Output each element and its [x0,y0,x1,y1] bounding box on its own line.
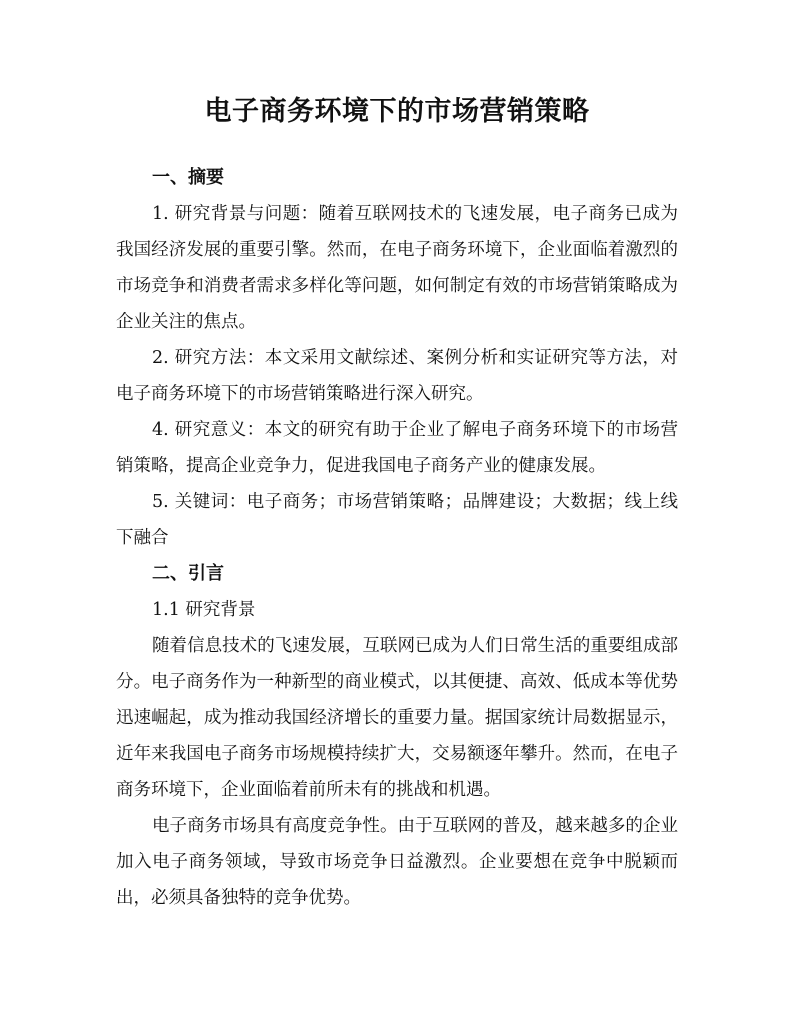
document-title: 电子商务环境下的市场营销策略 [204,96,590,127]
abstract-paragraph-method: 2. 研究方法：本文采用文献综述、案例分析和实证研究等方法，对电子商务环境下的市场营销策略进行深入研究。 [116,348,678,404]
abstract-paragraph-background: 1. 研究背景与问题：随着互联网技术的飞速发展，电子商务已成为我国经济发展的重要引擎。然而，在电子商务环境下，企业面临着激烈的市场竞争和消费者需求多样化等问题，如何制定有效的市场营销策略成为企业关注的焦点。 [116,204,678,332]
intro-heading: 二、引言 [152,563,224,584]
abstract-heading: 一、摘要 [152,167,224,188]
intro-paragraph-background: 随着信息技术的飞速发展，互联网已成为人们日常生活的重要组成部分。电子商务作为一种新型的商业模式，以其便捷、高效、低成本等优势迅速崛起，成为推动我国经济增长的重要力量。据国家统计局数据显示，近年来我国电子商务市场规模持续扩大，交易额逐年攀升。然而，在电子商务环境下，企业面临着前所未有的挑战和机遇。 [116,636,678,800]
intro-subheading: 1.1 研究背景 [152,600,256,620]
abstract-paragraph-significance: 4. 研究意义：本文的研究有助于企业了解电子商务环境下的市场营销策略，提高企业竞争力，促进我国电子商务产业的健康发展。 [116,420,678,476]
intro-paragraph-competition: 电子商务市场具有高度竞争性。由于互联网的普及，越来越多的企业加入电子商务领域，导致市场竞争日益激烈。企业要想在竞争中脱颖而出，必须具备独特的竞争优势。 [116,816,678,908]
abstract-paragraph-keywords: 5. 关键词：电子商务；市场营销策略；品牌建设；大数据；线上线下融合 [116,492,678,548]
document-page [116,84,678,916]
